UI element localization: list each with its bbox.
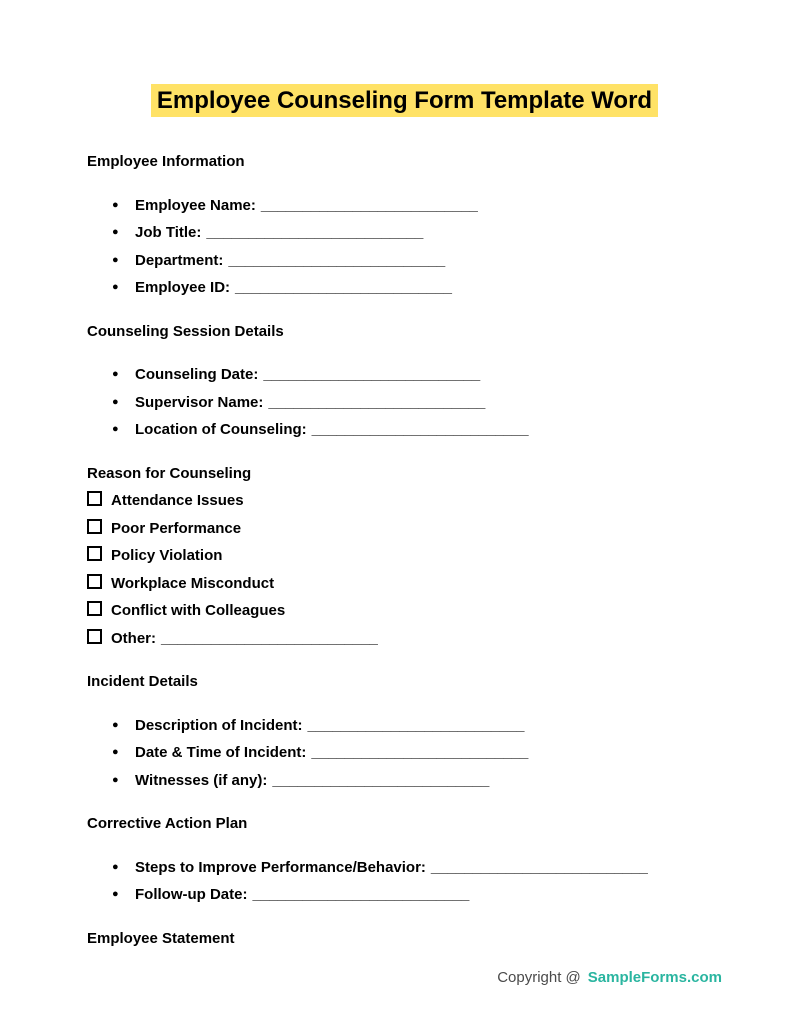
field-label: Counseling Date:: [135, 366, 259, 383]
checkbox-row: [87, 487, 722, 515]
checkbox-icon[interactable]: [87, 491, 102, 506]
corrective-action-list: [87, 854, 722, 909]
checkbox-label: Conflict with Colleagues: [111, 602, 286, 619]
checkbox-icon[interactable]: [87, 574, 102, 589]
checkbox-icon[interactable]: [87, 546, 102, 561]
section-heading-employee-information: Employee Information: [87, 153, 245, 170]
blank-line[interactable]: __________________________: [272, 771, 490, 789]
section-heading-corrective-action: Corrective Action Plan: [87, 815, 248, 832]
section-heading-counseling-session: Counseling Session Details: [87, 322, 284, 340]
field-label: Steps to Improve Performance/Behavior:: [135, 858, 426, 876]
checkbox-label: Poor Performance: [111, 519, 242, 537]
checkbox-row: [87, 597, 722, 625]
list-item: [87, 854, 722, 882]
checkbox-row: [87, 515, 722, 543]
footer: [497, 969, 722, 986]
blank-line[interactable]: __________________________: [252, 886, 470, 903]
blank-line[interactable]: __________________________: [235, 279, 452, 296]
list-item: [87, 274, 722, 302]
checkbox-row: [87, 570, 722, 598]
counseling-session-list: [87, 361, 722, 444]
blank-line[interactable]: __________________________: [430, 858, 648, 876]
checkbox-label: Attendance Issues: [111, 492, 244, 509]
list-item: [87, 219, 722, 247]
list-item: [87, 739, 722, 767]
section-heading-employee-statement: Employee Statement: [87, 929, 235, 947]
blank-line[interactable]: __________________________: [311, 421, 529, 438]
incident-details-list: [87, 712, 722, 795]
list-item: [87, 712, 722, 740]
field-label: Witnesses (if any):: [135, 771, 268, 789]
page-title: [87, 84, 722, 118]
list-item: [87, 416, 722, 444]
list-item: [87, 767, 722, 795]
field-label: Description of Incident:: [135, 716, 303, 734]
blank-line[interactable]: __________________________: [268, 393, 486, 411]
checkbox-icon[interactable]: [87, 519, 102, 534]
field-label: Date & Time of Incident:: [135, 744, 307, 761]
blank-line[interactable]: __________________________: [311, 744, 529, 761]
brand-link[interactable]: SampleForms.com: [587, 969, 722, 986]
list-item: [87, 247, 722, 275]
blank-line[interactable]: __________________________: [228, 251, 446, 269]
checkbox-row: [87, 542, 722, 570]
blank-line[interactable]: __________________________: [161, 629, 378, 647]
field-label: Supervisor Name:: [135, 393, 264, 411]
field-label: Department:: [135, 251, 224, 269]
checkbox-icon[interactable]: [87, 629, 102, 644]
field-label: Job Title:: [135, 224, 202, 241]
employee-information-list: [87, 192, 722, 302]
checkbox-label: Workplace Misconduct: [111, 574, 275, 592]
checkbox-row-other: [87, 625, 722, 653]
checkbox-label: Other:: [111, 629, 156, 647]
checkbox-label: Policy Violation: [111, 547, 223, 564]
blank-line[interactable]: __________________________: [260, 196, 478, 214]
field-label: Employee ID:: [135, 279, 231, 296]
section-heading-reason: Reason for Counseling: [87, 464, 252, 482]
checkbox-icon[interactable]: [87, 601, 102, 616]
blank-line[interactable]: __________________________: [206, 224, 424, 241]
blank-line[interactable]: __________________________: [307, 716, 525, 734]
section-heading-incident-details: Incident Details: [87, 673, 198, 690]
list-item: [87, 192, 722, 220]
list-item: [87, 389, 722, 417]
field-label: Follow-up Date:: [135, 886, 248, 903]
list-item: [87, 361, 722, 389]
list-item: [87, 881, 722, 909]
field-label: Location of Counseling:: [135, 421, 307, 438]
blank-line[interactable]: __________________________: [263, 366, 481, 383]
reason-checkbox-group: [87, 487, 722, 652]
field-label: Employee Name:: [135, 196, 256, 214]
copyright-text: Copyright @: [497, 969, 581, 986]
page-title-text: Employee Counseling Form Template Word: [151, 84, 658, 117]
